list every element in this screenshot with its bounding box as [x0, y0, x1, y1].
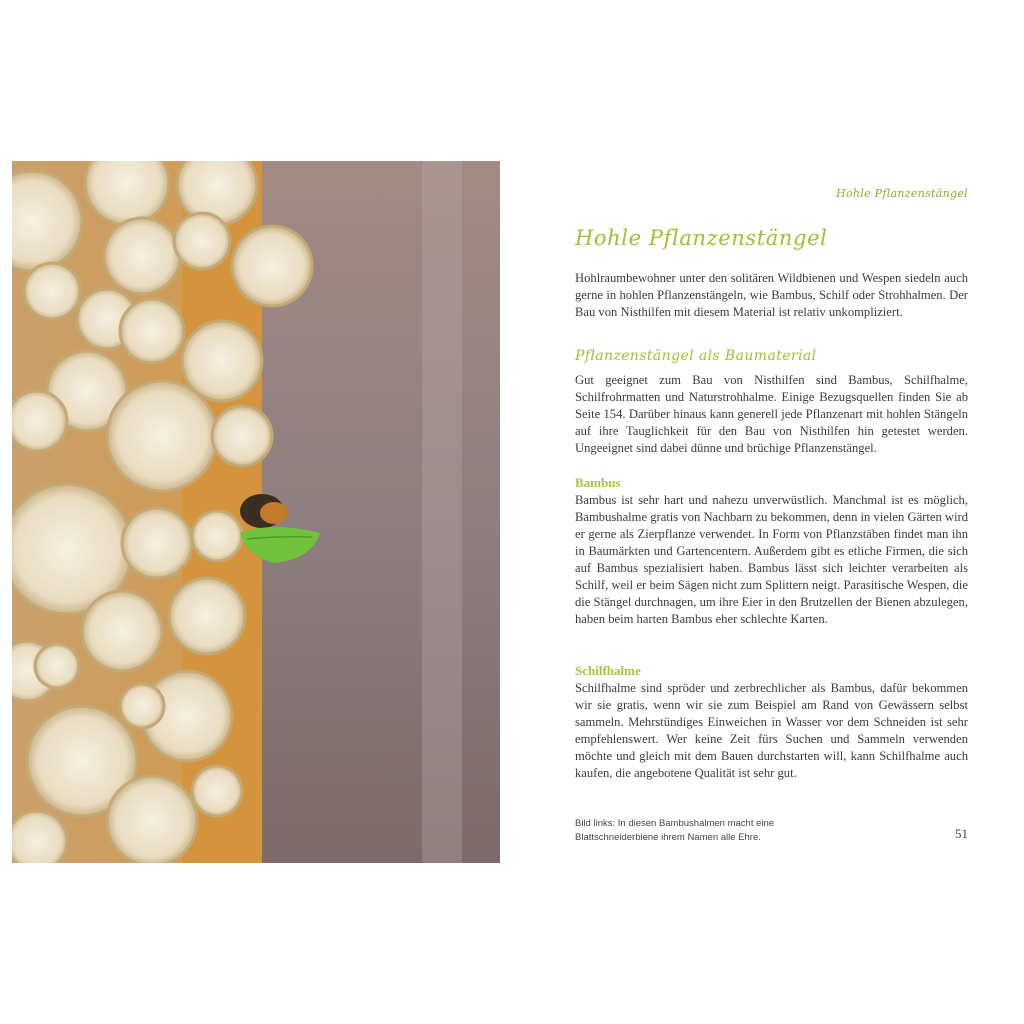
bambus-paragraph: Bambus ist sehr hart und nahezu unverwüstlich. Manchmal ist es möglich, Bambushalme gratis von Nachbarn zu bekommen, denn in vielen Gärten wird er gerne als Zierpflanze verwendet. In Form von Pflanzstäben findet man ihn in Baumärkten und Gartencentern. Außerdem gibt es etliche Firmen, die sich auf Bambus spezialisiert haben. Bambus lässt sich leichter verarbeiten als Schilf, weil er beim Sägen nicht zum Splittern neigt. Parasitische Wespen, die die Stängel durchnagen, um ihre Eier in den Brutzellen der Bienen abzulegen, haben beim harten Bambus eher schlechte Karten. [575, 493, 968, 626]
section-heading: Pflanzenstängel als Baumaterial [575, 348, 817, 364]
page-title: Hohle Pflanzenstängel [575, 226, 828, 250]
intro-paragraph: Hohlraumbewohner unter den solitären Wildbienen und Wespen siedeln auch gerne in hohlen Pflanzenstängeln, wie Bambus, Schilf oder Strohhalmen. Der Bau von Nisthilfen mit diesem Material ist relativ unkompliziert. [575, 271, 968, 319]
schilf-heading: Schilfhalme [575, 663, 641, 678]
photo-caption [575, 817, 815, 845]
running-head: Hohle Pflanzenstängel [836, 187, 968, 200]
schilf-paragraph: Schilfhalme sind spröder und zerbrechlicher als Bambus, dafür bekommen wir sie gratis, wenn wir sie zum Beispiel am Rand von Gewässern selbst sammeln. Mehrstündiges Einweichen in Wasser vor dem Schneiden ist sehr empfehlenswert. Wer keine Zeit fürs Suchen und Sammeln verwenden möchte und gleich mit dem Bauen durchstarten will, kann Schilfhalme auch kaufen, die angebotene Qualität ist sehr gut. [575, 681, 968, 780]
bambus-heading: Bambus [575, 475, 621, 490]
caption-line-2: Blattschneiderbiene ihrem Namen alle Ehre. [575, 832, 761, 843]
caption-line-1: Bild links: In diesen Bambushalmen macht eine [575, 818, 775, 829]
section-paragraph: Gut geeignet zum Bau von Nisthilfen sind Bambus, Schilfhalme, Schilfrohrmatten und Naturstrohhalme. Einige Bezugsquellen finden Sie ab Seite 154. Darüber hinaus kann generell jede Pflanzenart mit hohlen Stängeln auf ihre Tauglichkeit für den Bau von Nisthilfen hin getestet werden. Ungeeignet sind dabei dünne und brüchige Pflanzenstängel. [575, 373, 968, 455]
bamboo-photo [12, 161, 500, 863]
page-number: 51 [955, 826, 968, 841]
bamboo-photo-illustration [12, 161, 500, 863]
